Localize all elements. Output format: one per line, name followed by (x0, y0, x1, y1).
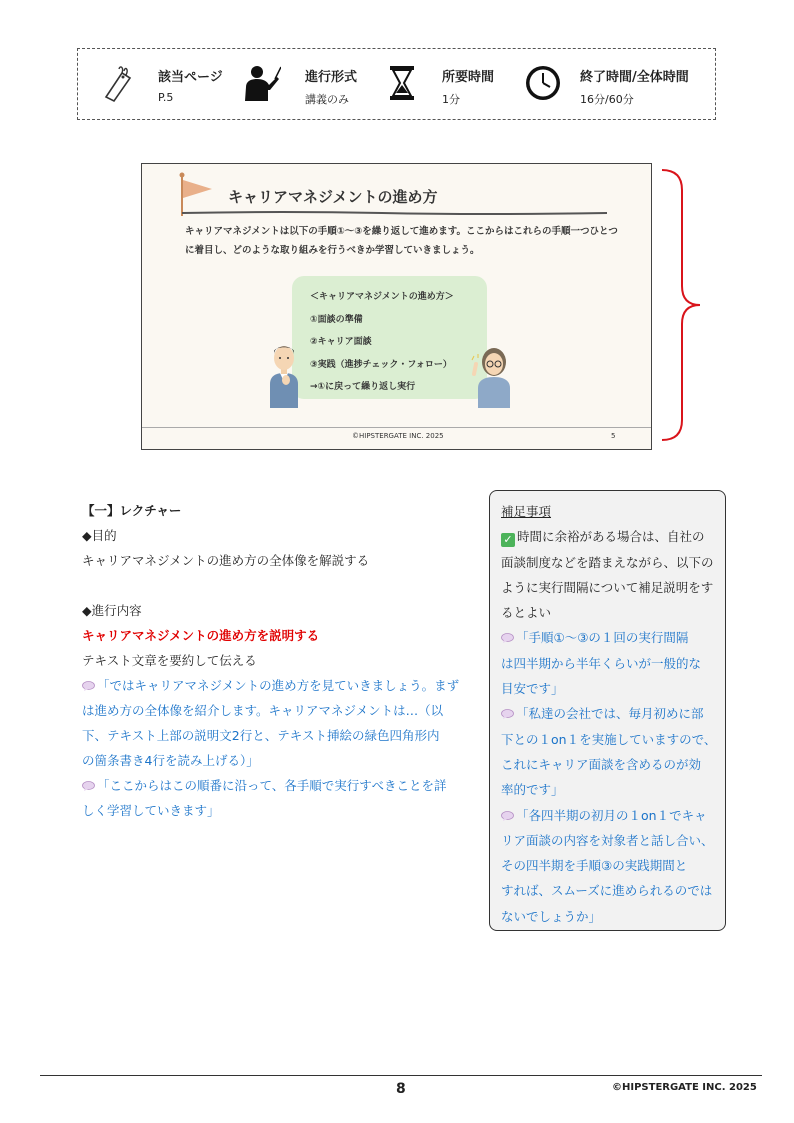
hourglass-icon (382, 63, 422, 103)
slide-thumbnail (141, 163, 652, 450)
info-value: P.5 (158, 91, 174, 104)
speech-line: しく学習していきます」 (82, 803, 220, 818)
speech-line: 「各四半期の初月の１on１でキャ (501, 803, 721, 828)
speech-bubble-icon (501, 709, 514, 719)
session-info-box (77, 48, 716, 120)
speech-line: ないでしょうか」 (501, 908, 602, 924)
supplement-line: ように実行間隔について補足説明をす (501, 579, 714, 595)
step-item: ①面談の準備 (310, 314, 363, 325)
info-label: 所要時間 (442, 70, 495, 85)
info-label: 進行形式 (305, 70, 358, 85)
slide-title: キャリアマネジメントの進め方 (228, 188, 438, 206)
speech-bubble-icon (82, 781, 95, 791)
steps-heading: ＜キャリアマネジメントの進め方＞ (310, 292, 454, 302)
speech-line: 「ここからはこの順番に沿って、各手順で実行すべきことを詳 (82, 773, 462, 798)
supplement-line: ✓ 時間に余裕がある場合は、自社の (501, 524, 721, 549)
lecture-heading: 【一】レクチャー (82, 503, 182, 518)
businessman-illustration (264, 340, 304, 408)
title-underline (182, 210, 607, 216)
content-label: ◆進行内容 (82, 603, 142, 618)
speech-line: すれば、スムーズに進められるのでは (501, 883, 713, 899)
speech-line: これにキャリア面談を含めるのが効 (501, 756, 702, 772)
clock-icon (523, 63, 563, 103)
speech-bubble-icon (82, 681, 95, 691)
check-icon: ✓ (501, 533, 515, 547)
info-label: 終了時間/全体時間 (580, 70, 689, 85)
speech-line: 下との１on１を実施していますので、 (501, 731, 717, 747)
speech-line: の箇条書き4行を読み上げる）」 (82, 753, 259, 768)
supplement-line: るとよい (501, 605, 552, 621)
content-text: テキスト文章を要約して伝える (82, 653, 257, 668)
speech-line: は四半期から半年くらいが一般的な (501, 655, 702, 671)
info-value: 1分 (442, 93, 460, 106)
step-item: ②キャリア面談 (310, 337, 372, 347)
purpose-text: キャリアマネジメントの進め方の全体像を解説する (82, 553, 370, 568)
purpose-label: ◆目的 (82, 528, 117, 543)
bookmark-icon (98, 63, 138, 103)
info-label: 該当ページ (158, 70, 223, 85)
speech-line: 「ではキャリアマネジメントの進め方を見ていきましょう。まず (82, 673, 462, 698)
step-item: →①に戻って繰り返し実行 (310, 382, 416, 392)
supplement-line: 面談制度などを踏まえながら、以下の (501, 554, 714, 570)
supplement-box (489, 490, 726, 931)
businesswoman-illustration (470, 344, 514, 408)
speech-line: 下、テキスト上部の説明文2行と、テキスト挿絵の緑色四角形内 (82, 728, 440, 743)
speech-line: 「私達の会社では、毎月初めに部 (501, 701, 721, 726)
slide-page-number: 5 (611, 432, 616, 440)
step-item: ③実践（進捗チェック・フォロー） (310, 359, 452, 370)
slide-body-text: キャリアマネジメントは以下の手順①～③を繰り返して進めます。ここからはこれらの手順一つひとつに着目し、どのような取り組みを行うべきか学習していきましょう。 (185, 226, 618, 256)
speech-line: その四半期を手順③の実践期間と (501, 858, 688, 874)
info-value: 16分/60分 (580, 93, 634, 106)
page-number: 8 (396, 1081, 406, 1097)
supplement-title: 補足事項 (501, 504, 552, 519)
footer-rule (40, 1075, 762, 1076)
speech-line: 率的です」 (501, 782, 564, 798)
red-brace (660, 168, 700, 443)
content-highlight: キャリアマネジメントの進め方を説明する (82, 628, 320, 643)
speech-line: 「手順①～③の１回の実行間隔 (501, 625, 721, 650)
slide-footer-rule (142, 427, 651, 428)
slide-copyright: ©HIPSTERGATE INC. 2025 (352, 432, 444, 440)
speech-line: は進め方の全体像を紹介します。キャリアマネジメントは…（以 (82, 703, 444, 718)
footer-copyright: ©HIPSTERGATE INC. 2025 (612, 1082, 757, 1093)
info-value: 講義のみ (305, 93, 349, 106)
speech-bubble-icon (501, 811, 514, 821)
lecture-section (82, 498, 462, 823)
steps-list (310, 286, 454, 399)
lecturer-icon (241, 63, 281, 103)
speech-bubble-icon (501, 633, 514, 643)
speech-line: リア面談の内容を対象者と話し合い、 (501, 832, 714, 848)
speech-line: 目安です」 (501, 681, 564, 697)
